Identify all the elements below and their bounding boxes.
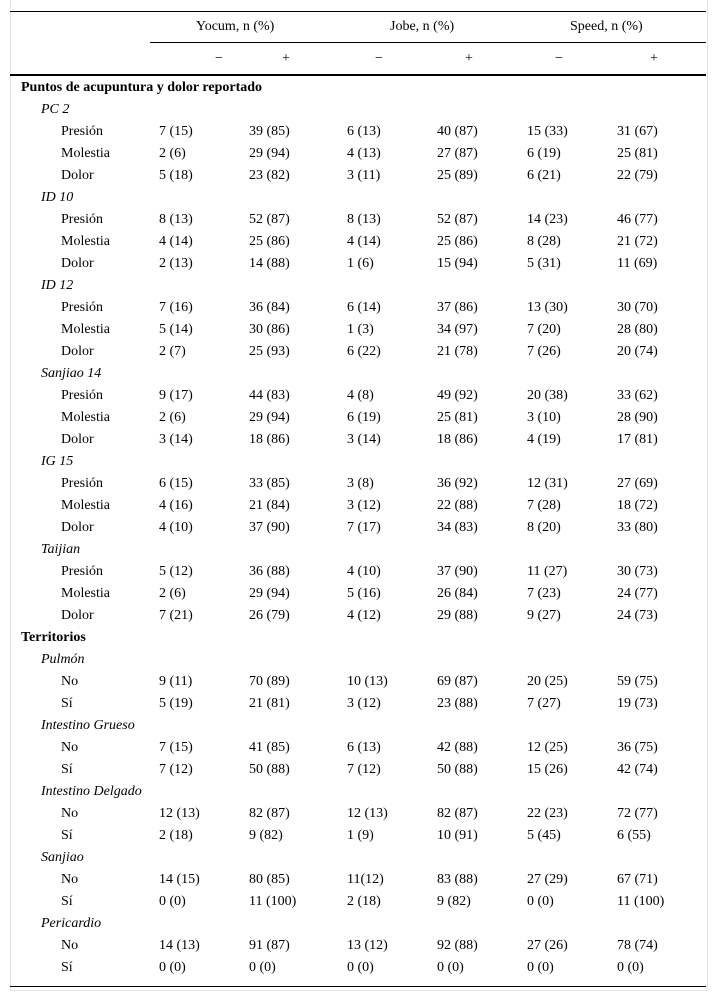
header-bottom-rule — [10, 74, 706, 76]
table-cell: 7 (16) — [159, 300, 193, 315]
table-cell: 37 (90) — [249, 520, 290, 535]
table-cell: 29 (88) — [437, 608, 478, 623]
table-cell: 0 (0) — [437, 960, 464, 975]
table-cell: 5 (45) — [527, 828, 561, 843]
table-cell: 23 (88) — [437, 696, 478, 711]
table-cell: 21 (78) — [437, 344, 478, 359]
table-cell: 27 (26) — [527, 938, 568, 953]
table-cell: 9 (27) — [527, 608, 561, 623]
table-cell: 92 (88) — [437, 938, 478, 953]
row-group-label: Sanjiao 14 — [41, 366, 102, 381]
row-group-label: ID 10 — [41, 190, 74, 205]
table-cell: 27 (87) — [437, 146, 478, 161]
table-cell: 25 (81) — [437, 410, 478, 425]
table-cell: 5 (16) — [347, 586, 381, 601]
table-cell: 30 (86) — [249, 322, 290, 337]
table-cell: 82 (87) — [249, 806, 290, 821]
table-cell: 42 (74) — [617, 762, 658, 777]
table-cell: 29 (94) — [249, 586, 290, 601]
table-cell: 22 (79) — [617, 168, 658, 183]
table-cell: 49 (92) — [437, 388, 478, 403]
table-cell: 22 (23) — [527, 806, 568, 821]
table-cell: 4 (16) — [159, 498, 193, 513]
table-cell: 15 (26) — [527, 762, 568, 777]
table-cell: 14 (13) — [159, 938, 200, 953]
table-cell: 5 (14) — [159, 322, 193, 337]
row-label: Presión — [61, 476, 103, 491]
row-label: Dolor — [61, 520, 94, 535]
table-cell: 3 (12) — [347, 498, 381, 513]
table-cell: 9 (11) — [159, 674, 193, 689]
section-title: Puntos de acupuntura y dolor reportado — [21, 80, 263, 95]
table-cell: 1 (3) — [347, 322, 374, 337]
group-header-jobe: Jobe, n (%) — [390, 19, 455, 34]
table-cell: 21 (81) — [249, 696, 290, 711]
table-cell: 41 (85) — [249, 740, 290, 755]
table-cell: 0 (0) — [347, 960, 374, 975]
table-cell: 4 (19) — [527, 432, 561, 447]
table-cell: 11 (100) — [617, 894, 665, 909]
row-group-label: Pericardio — [41, 916, 102, 931]
table-cell: 2 (18) — [159, 828, 193, 843]
row-group-label: Intestino Grueso — [41, 718, 135, 733]
table-cell: 28 (80) — [617, 322, 658, 337]
row-label: No — [61, 872, 79, 887]
row-label: Sí — [61, 960, 73, 975]
table-cell: 4 (10) — [159, 520, 193, 535]
table-cell: 25 (89) — [437, 168, 478, 183]
subheader-speed-neg: − — [555, 51, 563, 66]
table-cell: 13 (30) — [527, 300, 568, 315]
table-cell: 7 (23) — [527, 586, 561, 601]
row-label: No — [61, 938, 79, 953]
table-cell: 6 (19) — [527, 146, 561, 161]
table-cell: 34 (83) — [437, 520, 478, 535]
table-cell: 7 (17) — [347, 520, 381, 535]
table-cell: 22 (88) — [437, 498, 478, 513]
table-cell: 80 (85) — [249, 872, 290, 887]
section-title: Territorios — [21, 630, 86, 645]
table-cell: 26 (79) — [249, 608, 290, 623]
table-cell: 6 (13) — [347, 740, 381, 755]
table-cell: 25 (93) — [249, 344, 290, 359]
table-cell: 7 (12) — [347, 762, 381, 777]
table-cell: 25 (86) — [437, 234, 478, 249]
row-label: Sí — [61, 696, 73, 711]
table-cell: 52 (87) — [437, 212, 478, 227]
table-cell: 7 (28) — [527, 498, 561, 513]
table-cell: 82 (87) — [437, 806, 478, 821]
table-cell: 4 (8) — [347, 388, 374, 403]
table-cell: 15 (33) — [527, 124, 568, 139]
table-cell: 7 (21) — [159, 608, 193, 623]
row-group-label: Pulmón — [41, 652, 85, 667]
table-cell: 9 (82) — [437, 894, 471, 909]
table-cell: 21 (84) — [249, 498, 290, 513]
bottom-rule — [10, 986, 706, 987]
row-label: Sí — [61, 828, 73, 843]
table-cell: 20 (74) — [617, 344, 658, 359]
table-cell: 27 (29) — [527, 872, 568, 887]
row-label: Molestia — [61, 586, 110, 601]
table-cell: 25 (86) — [249, 234, 290, 249]
row-label: Molestia — [61, 410, 110, 425]
table-cell: 2 (6) — [159, 146, 186, 161]
table-cell: 8 (13) — [159, 212, 193, 227]
row-label: Dolor — [61, 344, 94, 359]
table-cell: 3 (14) — [159, 432, 193, 447]
table-cell: 21 (72) — [617, 234, 658, 249]
row-label: Dolor — [61, 432, 94, 447]
row-label: Presión — [61, 564, 103, 579]
table-cell: 7 (20) — [527, 322, 561, 337]
table-cell: 72 (77) — [617, 806, 658, 821]
table-cell: 30 (70) — [617, 300, 658, 315]
table-cell: 8 (20) — [527, 520, 561, 535]
table-cell: 3 (10) — [527, 410, 561, 425]
table-cell: 6 (55) — [617, 828, 651, 843]
subheader-jobe-pos: + — [465, 51, 473, 66]
table-cell: 18 (86) — [249, 432, 290, 447]
top-rule — [10, 11, 706, 12]
table-cell: 1 (6) — [347, 256, 374, 271]
table-cell: 0 (0) — [527, 960, 554, 975]
table-cell: 29 (94) — [249, 410, 290, 425]
table-cell: 4 (10) — [347, 564, 381, 579]
table-cell: 23 (82) — [249, 168, 290, 183]
row-group-label: Taijian — [41, 542, 81, 557]
row-group-label: IG 15 — [41, 454, 74, 469]
table-cell: 6 (15) — [159, 476, 193, 491]
table-cell: 33 (85) — [249, 476, 290, 491]
table-cell: 12 (13) — [159, 806, 200, 821]
table-cell: 7 (26) — [527, 344, 561, 359]
table-cell: 7 (15) — [159, 740, 193, 755]
row-label: Sí — [61, 762, 73, 777]
subheader-yocum-pos: + — [282, 51, 290, 66]
table-cell: 7 (15) — [159, 124, 193, 139]
row-label: Dolor — [61, 256, 94, 271]
table-cell: 2 (6) — [159, 410, 186, 425]
group-header-speed: Speed, n (%) — [570, 19, 643, 34]
row-label: Dolor — [61, 608, 94, 623]
table-cell: 20 (38) — [527, 388, 568, 403]
table-cell: 8 (28) — [527, 234, 561, 249]
row-label: Molestia — [61, 322, 110, 337]
table-cell: 1 (9) — [347, 828, 374, 843]
table-cell: 30 (73) — [617, 564, 658, 579]
table-cell: 33 (80) — [617, 520, 658, 535]
table-cell: 12 (31) — [527, 476, 568, 491]
table-cell: 15 (94) — [437, 256, 478, 271]
table-cell: 44 (83) — [249, 388, 290, 403]
row-label: Molestia — [61, 234, 110, 249]
table-cell: 11 (69) — [617, 256, 658, 271]
subheader-speed-pos: + — [650, 51, 658, 66]
table-cell: 69 (87) — [437, 674, 478, 689]
table-cell: 18 (72) — [617, 498, 658, 513]
table-cell: 14 (23) — [527, 212, 568, 227]
table-cell: 42 (88) — [437, 740, 478, 755]
row-label: Sí — [61, 894, 73, 909]
table-cell: 14 (15) — [159, 872, 200, 887]
table-cell: 8 (13) — [347, 212, 381, 227]
table-cell: 2 (18) — [347, 894, 381, 909]
table-cell: 28 (90) — [617, 410, 658, 425]
row-group-label: PC 2 — [41, 102, 70, 117]
table-cell: 5 (18) — [159, 168, 193, 183]
table-cell: 9 (82) — [249, 828, 283, 843]
row-label: Presión — [61, 212, 103, 227]
table-cell: 0 (0) — [249, 960, 276, 975]
table-cell: 46 (77) — [617, 212, 658, 227]
table-cell: 3 (14) — [347, 432, 381, 447]
table-cell: 24 (77) — [617, 586, 658, 601]
table-cell: 24 (73) — [617, 608, 658, 623]
row-label: No — [61, 674, 79, 689]
table-cell: 50 (88) — [249, 762, 290, 777]
table-cell: 39 (85) — [249, 124, 290, 139]
table-cell: 37 (90) — [437, 564, 478, 579]
table-cell: 29 (94) — [249, 146, 290, 161]
table-cell: 10 (91) — [437, 828, 478, 843]
table-cell: 2 (7) — [159, 344, 186, 359]
table-cell: 26 (84) — [437, 586, 478, 601]
table-cell: 36 (75) — [617, 740, 658, 755]
subheader-jobe-neg: − — [375, 51, 383, 66]
table-cell: 5 (19) — [159, 696, 193, 711]
table-cell: 4 (13) — [347, 146, 381, 161]
table-cell: 20 (25) — [527, 674, 568, 689]
table-cell: 6 (19) — [347, 410, 381, 425]
row-group-label: ID 12 — [41, 278, 74, 293]
row-group-label: Intestino Delgado — [41, 784, 142, 799]
table-cell: 36 (84) — [249, 300, 290, 315]
table-cell: 0 (0) — [527, 894, 554, 909]
group-header-yocum: Yocum, n (%) — [196, 19, 275, 34]
table-cell: 5 (12) — [159, 564, 193, 579]
table-cell: 12 (13) — [347, 806, 388, 821]
table-cell: 50 (88) — [437, 762, 478, 777]
table-cell: 3 (11) — [347, 168, 381, 183]
table-cell: 10 (13) — [347, 674, 388, 689]
table-cell: 4 (14) — [347, 234, 381, 249]
table-cell: 33 (62) — [617, 388, 658, 403]
subheader-yocum-neg: − — [215, 51, 223, 66]
row-label: No — [61, 740, 79, 755]
table-cell: 3 (12) — [347, 696, 381, 711]
table-cell: 4 (14) — [159, 234, 193, 249]
table-cell: 0 (0) — [159, 960, 186, 975]
table-cell: 6 (21) — [527, 168, 561, 183]
row-label: Presión — [61, 124, 103, 139]
table-cell: 25 (81) — [617, 146, 658, 161]
table-cell: 11 (27) — [527, 564, 568, 579]
table-cell: 7 (27) — [527, 696, 561, 711]
table-cell: 11(12) — [347, 872, 384, 887]
group-rule — [150, 42, 706, 43]
table-cell: 3 (8) — [347, 476, 374, 491]
table-cell: 67 (71) — [617, 872, 658, 887]
table-cell: 13 (12) — [347, 938, 388, 953]
table-cell: 52 (87) — [249, 212, 290, 227]
table-cell: 9 (17) — [159, 388, 193, 403]
table-cell: 0 (0) — [617, 960, 644, 975]
row-label: Molestia — [61, 498, 110, 513]
row-label: Dolor — [61, 168, 94, 183]
row-label: Presión — [61, 300, 103, 315]
table-cell: 40 (87) — [437, 124, 478, 139]
table-cell: 7 (12) — [159, 762, 193, 777]
table-cell: 4 (12) — [347, 608, 381, 623]
row-group-label: Sanjiao — [41, 850, 84, 865]
table-cell: 17 (81) — [617, 432, 658, 447]
table-cell: 18 (86) — [437, 432, 478, 447]
table-cell: 11 (100) — [249, 894, 297, 909]
row-label: No — [61, 806, 79, 821]
table-cell: 14 (88) — [249, 256, 290, 271]
row-label: Molestia — [61, 146, 110, 161]
row-label: Presión — [61, 388, 103, 403]
table-cell: 19 (73) — [617, 696, 658, 711]
table-cell: 2 (13) — [159, 256, 193, 271]
table-cell: 2 (6) — [159, 586, 186, 601]
table-cell: 31 (67) — [617, 124, 658, 139]
table-cell: 27 (69) — [617, 476, 658, 491]
table-cell: 36 (88) — [249, 564, 290, 579]
table-cell: 6 (14) — [347, 300, 381, 315]
table-cell: 36 (92) — [437, 476, 478, 491]
table-cell: 37 (86) — [437, 300, 478, 315]
table-cell: 59 (75) — [617, 674, 658, 689]
table-cell: 91 (87) — [249, 938, 290, 953]
table-cell: 6 (22) — [347, 344, 381, 359]
table-cell: 34 (97) — [437, 322, 478, 337]
table-cell: 6 (13) — [347, 124, 381, 139]
table-cell: 12 (25) — [527, 740, 568, 755]
table-cell: 83 (88) — [437, 872, 478, 887]
table-cell: 5 (31) — [527, 256, 561, 271]
table-cell: 0 (0) — [159, 894, 186, 909]
table-cell: 78 (74) — [617, 938, 658, 953]
table-cell: 70 (89) — [249, 674, 290, 689]
